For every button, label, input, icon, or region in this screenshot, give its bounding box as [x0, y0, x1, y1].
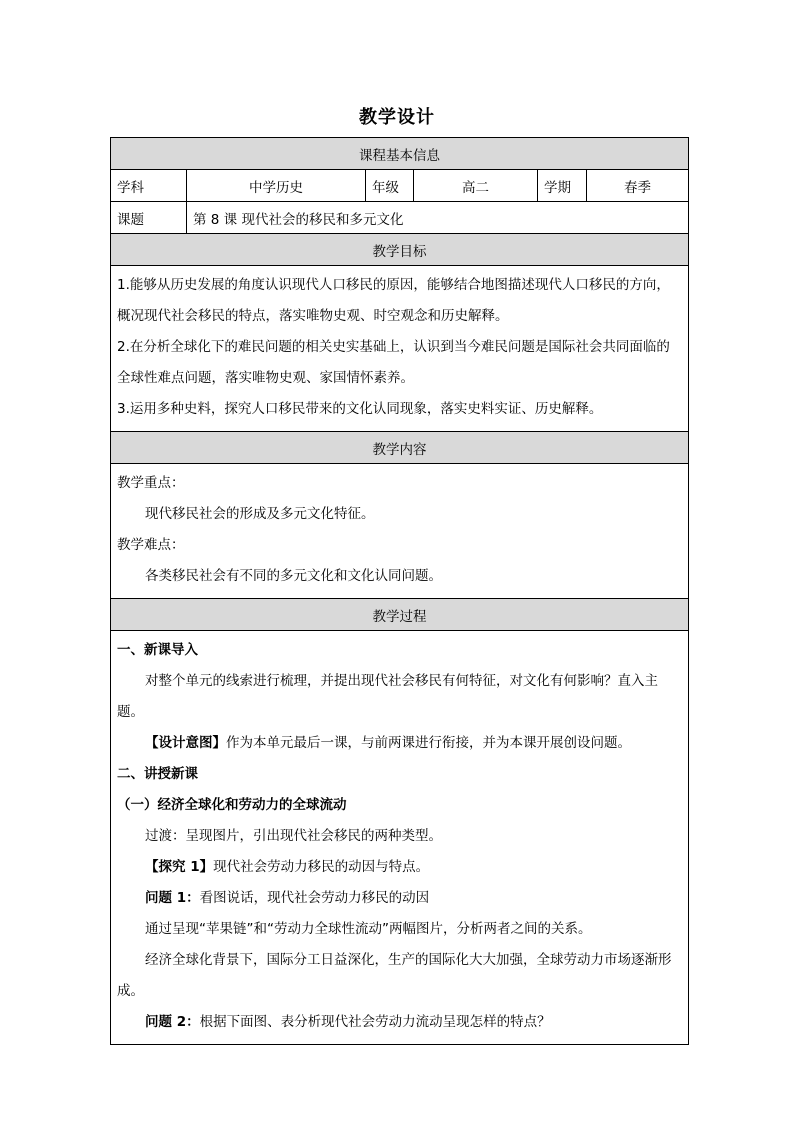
- question-1-text: 看图说话，现代社会劳动力移民的动因: [199, 890, 430, 906]
- objectives-header: 教学目标: [111, 234, 689, 266]
- key-point-text: 现代移民社会的形成及多元文化特征。: [145, 506, 375, 522]
- process-header: 教学过程: [111, 599, 689, 631]
- lesson-plan-table: [110, 137, 689, 1045]
- question-2: [117, 1007, 682, 1038]
- topic-value: 第 8 课 现代社会的移民和多元文化: [187, 202, 689, 234]
- design-intent-label: 【设计意图】: [145, 735, 226, 751]
- subject-label: 学科: [111, 170, 187, 202]
- question-2-label: 问题 2：: [145, 1014, 200, 1030]
- term-label: 学期: [538, 170, 587, 202]
- grade-value: 高二: [414, 170, 538, 202]
- objective-item: 3.运用多种史料，探究人口移民带来的文化认同现象，落实史料实证、历史解释。: [117, 401, 603, 417]
- design-intent: [117, 728, 682, 759]
- key-point-label: 教学重点：: [117, 475, 185, 491]
- explore-label: 【探究 1】: [145, 859, 214, 875]
- question-1-label: 问题 1：: [145, 890, 200, 906]
- transition-text: 过渡：呈现图片，引出现代社会移民的两种类型。: [145, 828, 442, 844]
- subject-value: 中学历史: [187, 170, 366, 202]
- question-1-detail: 通过呈现“苹果链”和“劳动力全球性流动”两幅图片，分析两者之间的关系。: [145, 921, 592, 937]
- question-1: [117, 883, 682, 914]
- subsection-title: （一）经济全球化和劳动力的全球流动: [117, 797, 347, 813]
- objectives-cell: [111, 266, 689, 432]
- document-title: 教学设计: [359, 107, 435, 128]
- explore-text: 现代社会劳动力移民的动因与特点。: [213, 859, 430, 875]
- section-teaching-title: 二、讲授新课: [117, 766, 198, 782]
- objective-item: 2.在分析全球化下的难民问题的相关史实基础上，认识到当今难民问题是国际社会共同面临的全球性难点问题，落实唯物史观、家国情怀素养。: [117, 339, 670, 386]
- section-intro-title: 一、新课导入: [117, 642, 198, 658]
- difficulty-text: 各类移民社会有不同的多元文化和文化认同问题。: [145, 568, 442, 584]
- difficulty-label: 教学难点：: [117, 537, 185, 553]
- content-cell: [111, 464, 689, 599]
- explore-item: [117, 852, 682, 883]
- grade-label: 年级: [366, 170, 414, 202]
- design-intent-text: 作为本单元最后一课，与前两课进行衔接，并为本课开展创设问题。: [226, 735, 631, 751]
- topic-label: 课题: [111, 202, 187, 234]
- content-header: 教学内容: [111, 432, 689, 464]
- question-2-text: 根据下面图、表分析现代社会劳动力流动呈现怎样的特点？: [199, 1014, 551, 1030]
- question-1-conclusion: 经济全球化背景下，国际分工日益深化，生产的国际化大大加强，全球劳动力市场逐渐形成。: [117, 952, 672, 999]
- process-cell: [111, 631, 689, 1045]
- section-intro-text: 对整个单元的线索进行梳理，并提出现代社会移民有何特征，对文化有何影响？直入主题。: [117, 673, 658, 720]
- objective-item: 1.能够从历史发展的角度认识现代人口移民的原因，能够结合地图描述现代人口移民的方向，概况现代社会移民的特点，落实唯物史观、时空观念和历史解释。: [117, 277, 670, 324]
- basic-info-header: 课程基本信息: [111, 138, 689, 170]
- term-value: 春季: [587, 170, 689, 202]
